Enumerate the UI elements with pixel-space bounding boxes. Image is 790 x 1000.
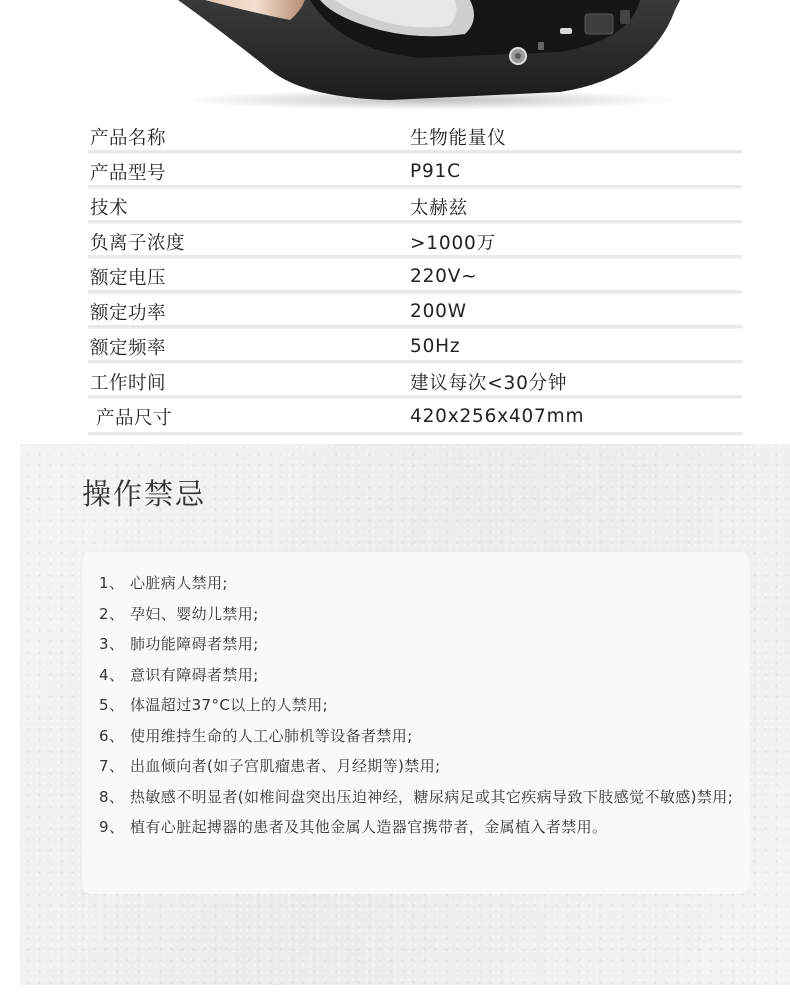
spec-row-technology — [88, 189, 742, 224]
item-number: 2、 — [99, 604, 125, 623]
item-text: 心脏病人禁用; — [130, 574, 228, 592]
list-item — [99, 721, 744, 752]
item-text: 使用维持生命的人工心肺机等设备者禁用; — [130, 726, 413, 745]
list-item — [99, 568, 744, 599]
spec-label: 产品尺寸 — [96, 407, 173, 429]
spec-label: 产品型号 — [90, 162, 167, 184]
spec-row-power — [88, 294, 742, 329]
spec-value: 220V~ — [410, 266, 478, 287]
spec-table — [88, 119, 742, 434]
item-number: 4、 — [99, 665, 125, 684]
item-text: 出血倾向者(如子宫肌瘤患者、月经期等)禁用; — [130, 757, 441, 775]
spec-label: 额定功率 — [90, 302, 167, 324]
item-text: 意识有障碍者禁用; — [130, 665, 259, 684]
item-number: 5、 — [99, 696, 125, 714]
spec-value: 200W — [410, 301, 467, 322]
item-number: 3、 — [99, 635, 125, 653]
list-item — [99, 782, 744, 813]
spec-label: 技术 — [90, 197, 129, 219]
spec-value: 420x256x407mm — [410, 406, 585, 427]
contraindications-card — [82, 552, 750, 894]
contraindications-section — [20, 444, 790, 985]
spec-row-name — [88, 119, 742, 154]
spec-value: 建议每次<30分钟 — [410, 372, 568, 394]
spec-value: 50Hz — [410, 336, 461, 357]
spec-value: P91C — [410, 161, 461, 182]
contraindications-list — [99, 568, 744, 843]
spec-label: 产品名称 — [90, 127, 167, 149]
list-item — [99, 751, 744, 782]
spec-label: 额定电压 — [90, 267, 167, 289]
item-text: 孕妇、婴幼儿禁用; — [130, 604, 259, 623]
list-item — [99, 690, 744, 721]
spec-row-frequency — [88, 329, 742, 364]
list-item — [99, 812, 744, 843]
list-item — [99, 660, 744, 691]
spec-label: 负离子浓度 — [90, 232, 186, 254]
spec-row-anion — [88, 224, 742, 259]
item-number: 8、 — [99, 787, 125, 806]
item-text: 植有心脏起搏器的患者及其他金属人造器官携带者，金属植入者禁用。 — [130, 818, 608, 836]
item-number: 7、 — [99, 757, 125, 775]
spec-row-duration — [88, 364, 742, 399]
spec-row-model — [88, 154, 742, 189]
spec-value: 生物能量仪 — [410, 127, 507, 149]
spec-value: >1000万 — [410, 232, 496, 254]
product-image — [0, 0, 790, 112]
spec-row-size — [88, 399, 742, 434]
spec-label: 工作时间 — [90, 372, 167, 394]
spec-row-voltage — [88, 259, 742, 294]
item-number: 1、 — [99, 574, 125, 592]
item-text: 肺功能障碍者禁用; — [130, 635, 259, 653]
item-number: 9、 — [99, 818, 125, 836]
item-text: 体温超过37°C以上的人禁用; — [130, 696, 329, 714]
list-item — [99, 629, 744, 660]
list-item — [99, 599, 744, 630]
item-number: 6、 — [99, 726, 125, 745]
section-title: 操作禁忌 — [82, 477, 207, 511]
spec-value: 太赫兹 — [410, 197, 468, 219]
item-text: 热敏感不明显者(如椎间盘突出压迫神经，糖尿病足或其它疾病导致下肢感觉不敏感)禁用; — [130, 787, 734, 806]
device-illustration — [0, 0, 790, 112]
spec-label: 额定频率 — [90, 337, 167, 359]
